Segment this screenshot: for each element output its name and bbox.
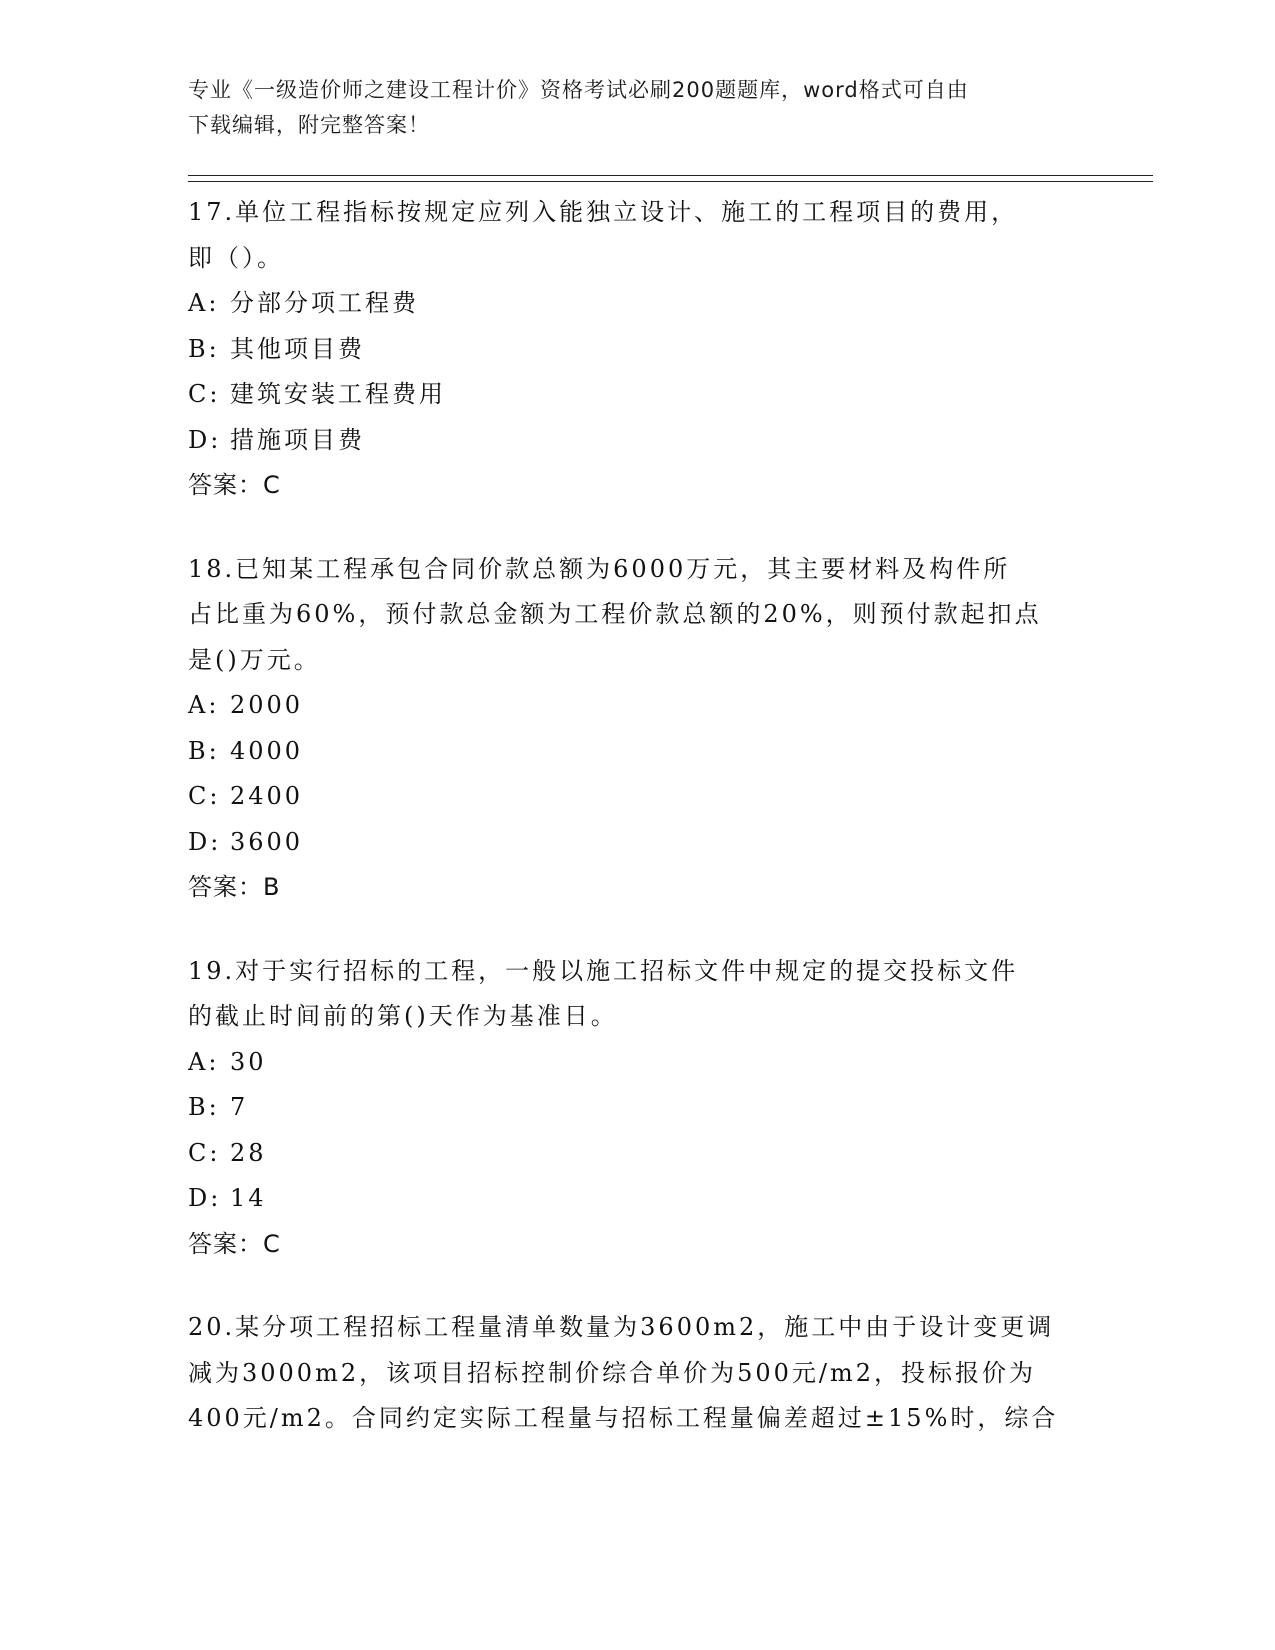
stem-line: 17.单位工程指标按规定应列入能独立设计、施工的工程项目的费用，: [188, 198, 1019, 226]
option-key: A:: [188, 1047, 220, 1076]
option-a: [188, 1040, 1088, 1086]
option-d: [188, 820, 1088, 866]
stem-line: 400元/m2。合同约定实际工程量与招标工程量偏差超过±15%时，综合: [188, 1404, 1059, 1432]
option-text: 2000: [230, 691, 304, 719]
option-text: 措施项目费: [230, 425, 365, 454]
option-text: 其他项目费: [230, 334, 365, 363]
option-a: [188, 683, 1088, 729]
option-text: 14: [230, 1184, 267, 1212]
option-c: [188, 1131, 1088, 1177]
stem-line: 18.已知某工程承包合同价款总额为6000万元，其主要材料及构件所: [188, 554, 1011, 583]
option-text: 4000: [230, 736, 304, 765]
option-c: [188, 774, 1088, 820]
question-stem: [188, 190, 1088, 281]
question-stem: [188, 949, 1088, 1040]
header-line-2: 下载编辑，附完整答案！: [188, 113, 430, 137]
answer: 答案：C: [188, 471, 281, 499]
option-d: [188, 1176, 1088, 1222]
stem-line: 是()万元。: [188, 645, 321, 674]
answer: 答案：B: [188, 873, 281, 901]
option-a: [188, 281, 1088, 327]
option-d: [188, 418, 1088, 464]
option-text: 28: [230, 1138, 267, 1167]
option-key: C:: [188, 782, 221, 810]
answer: 答案：C: [188, 1229, 281, 1258]
option-text: 30: [230, 1047, 267, 1076]
question-18: [188, 547, 1088, 911]
option-key: A:: [188, 691, 220, 719]
question-list: [188, 190, 1088, 1480]
stem-line: 即（）。: [188, 243, 284, 272]
option-c: [188, 372, 1088, 418]
option-b: [188, 1085, 1088, 1131]
option-key: B:: [188, 736, 220, 765]
stem-line: 19.对于实行招标的工程，一般以施工招标文件中规定的提交投标文件: [188, 956, 1019, 985]
option-key: B:: [188, 1093, 220, 1121]
option-key: D:: [188, 1184, 222, 1212]
option-text: 建筑安装工程费用: [230, 380, 446, 408]
header-line-1: 专业《一级造价师之建设工程计价》资格考试必刷200题题库，word格式可自由: [188, 78, 969, 102]
document-header: [188, 73, 1068, 143]
option-key: C:: [188, 380, 221, 408]
option-text: 2400: [230, 782, 304, 810]
option-b: [188, 327, 1088, 373]
question-17: [188, 190, 1088, 509]
option-text: 7: [230, 1093, 249, 1121]
option-b: [188, 729, 1088, 775]
option-key: C:: [188, 1138, 221, 1167]
stem-line: 减为3000m2，该项目招标控制价综合单价为500元/m2，投标报价为: [188, 1358, 1037, 1387]
option-key: D:: [188, 827, 222, 856]
header-rule-bottom: [188, 181, 1153, 182]
option-key: A:: [188, 289, 220, 317]
option-text: 分部分项工程费: [230, 289, 419, 317]
option-key: D:: [188, 425, 222, 454]
stem-line: 占比重为60%，预付款总金额为工程价款总额的20%，则预付款起扣点: [188, 600, 1042, 628]
option-key: B:: [188, 334, 220, 363]
stem-line: 20.某分项工程招标工程量清单数量为3600m2，施工中由于设计变更调: [188, 1313, 1055, 1341]
question-20: [188, 1305, 1088, 1442]
question-stem: [188, 1305, 1088, 1442]
stem-line: 的截止时间前的第()天作为基准日。: [188, 1002, 618, 1030]
header-rule-top: [188, 175, 1153, 176]
question-19: [188, 949, 1088, 1268]
option-text: 3600: [230, 827, 304, 856]
question-stem: [188, 547, 1088, 684]
